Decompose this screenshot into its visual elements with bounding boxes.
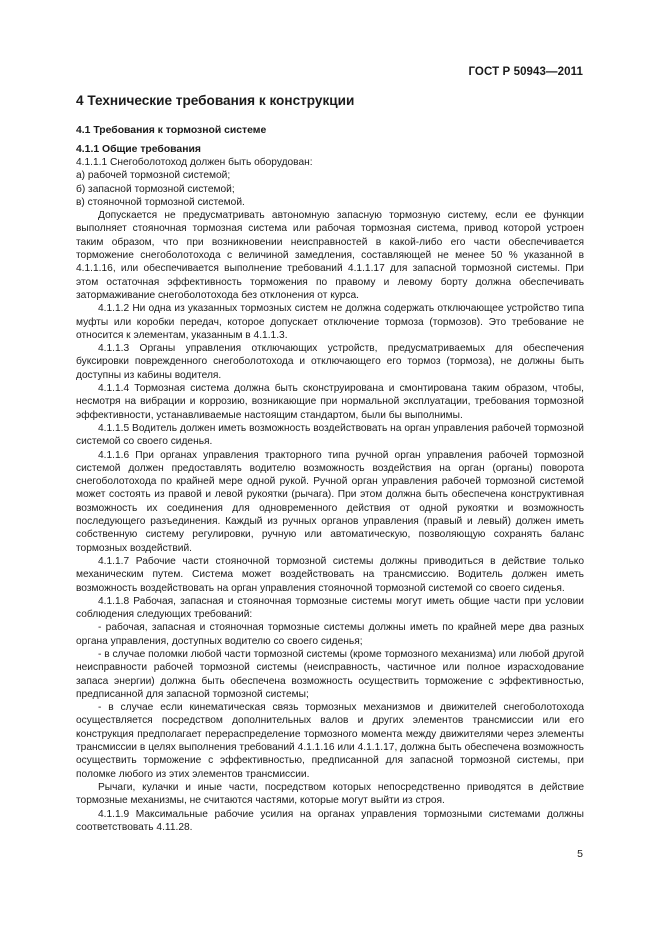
subsection-title: 4.1 Требования к тормозной системе: [76, 125, 267, 136]
list-item: - в случае поломки любой части тормозной системы (кроме тормозного механизма) или любой другой неисправности рабочей тормозной системы (неисправность, частичное или полное израсходование запаса энергии) должна быть обеспечена возможность осуществить торможение с эффективностью, предписанной для запасной тормозной системы;: [76, 648, 585, 700]
list-item: а) рабочей тормозной системой;: [76, 170, 231, 182]
list-item: - рабочая, запасная и стояночная тормозные системы должны иметь по крайней мере два разных органа управления, доступных водителю со своего сиденья;: [76, 622, 584, 647]
paragraph: 4.1.1.2 Ни одна из указанных тормозных систем не должна содержать отключающее устройство типа муфты или коробки передач, которое допускает отключение тормоза (тормозов). Это требование не относится к элементам, указанным в 4.1.1.3.: [76, 303, 584, 341]
subsubsection-title: 4.1.1 Общие требования: [76, 144, 201, 155]
page-number: 5: [577, 848, 583, 860]
paragraph: 4.1.1.9 Максимальные рабочие усилия на органах управления тормозными системами должны соответствовать 4.11.28.: [76, 808, 584, 833]
paragraph: Допускается не предусматривать автономную запасную тормозную систему, если ее функции выполняет стояночная тормозная система или рабочая тормозная система, привод которой устроен таким образом, что при возникновении неисправностей в какой-либо его части обеспечивается торможение снегоболотохода с величиной замедления, составляющей не менее 50 % указанной в 4.1.1.16, или обеспечивается выполнение требований 4.1.1.17 для запасной тормозной системы. При этом остаточная эффективность торможения по правому и левому борту должна обеспечивать затормаживание снегоболотохода без отклонения от курса.: [76, 210, 584, 301]
paragraph: 4.1.1.3 Органы управления отключающих устройств, предусматриваемых для обеспечения буксировки поврежденного снегоболотохода и отключающего его тормоз (тормоза), не должны быть доступны из кабины водителя.: [76, 343, 584, 381]
paragraph: 4.1.1.5 Водитель должен иметь возможность воздействовать на орган управления рабочей тормозной системой со своего сиденья.: [76, 422, 584, 448]
list-item: - в случае если кинематическая связь тормозных механизмов и движителей снегоболотохода осуществляется посредством дополнительных валов и других элементов трансмиссии или его конструкция предполагает перераспределение тормозного момента между движителями через элементы трансмиссии в целях выполнения требований 4.1.1.16 или 4.1.1.17, должна быть обеспечена возможность осуществить торможение с эффективностью, предписанной для запасной тормозной системы, при поломке любого из этих элементов трансмиссии.: [76, 702, 584, 780]
paragraph: 4.1.1.7 Рабочие части стояночной тормозной системы должны приводиться в действие только механическим путем. Система может воздействовать на трансмиссию. Водитель должен иметь возможность воздействовать на орган управления стояночной тормозной системой со своего сиденья.: [76, 555, 584, 594]
paragraph: 4.1.1.8 Рабочая, запасная и стояночная тормозные системы могут иметь общие части при условии соблюдения следующих требований:: [76, 595, 584, 621]
list-item: в) стояночной тормозной системой.: [76, 196, 245, 208]
paragraph: Рычаги, кулачки и иные части, посредством которых непосредственно приводятся в действие тормозные механизмы, не считаются частями, которые могут выйти из строя.: [76, 781, 584, 807]
section-title: 4 Технические требования к конструкции: [76, 93, 355, 108]
list-item: б) запасной тормозной системой;: [76, 183, 235, 195]
paragraph: 4.1.1.4 Тормозная система должна быть сконструирована и смонтирована таким образом, чтобы, несмотря на вибрации и коррозию, возникающие при нормальной эксплуатации, требования тормозной эффективности, устанавливаемые настоящим стандартом, были бы выполнимы.: [76, 383, 584, 421]
paragraph: 4.1.1.1 Снегоболотоход должен быть оборудован:: [76, 157, 313, 168]
page-content: [76, 92, 584, 834]
document-id: ГОСТ Р 50943—2011: [468, 66, 583, 78]
paragraph: 4.1.1.6 При органах управления тракторного типа ручной орган управления рабочей тормозной системой должен предоставлять водителю возможность воздействия на орган (органы) поворота снегоболотохода по крайней мере одной рукой. Ручной орган управления рабочей тормозной системой может состоять из правой и левой рукоятки (рычага). При этом должна быть обеспечена конструктивная возможность их соединения для одновременного действия от одной рукоятки и возможность последующего разъединения. Каждый из ручных органов управления (правый и левый) должен иметь собственную систему регулировки, ручную или автоматическую, позволяющую сохранять баланс тормозных воздействий.: [76, 449, 584, 554]
